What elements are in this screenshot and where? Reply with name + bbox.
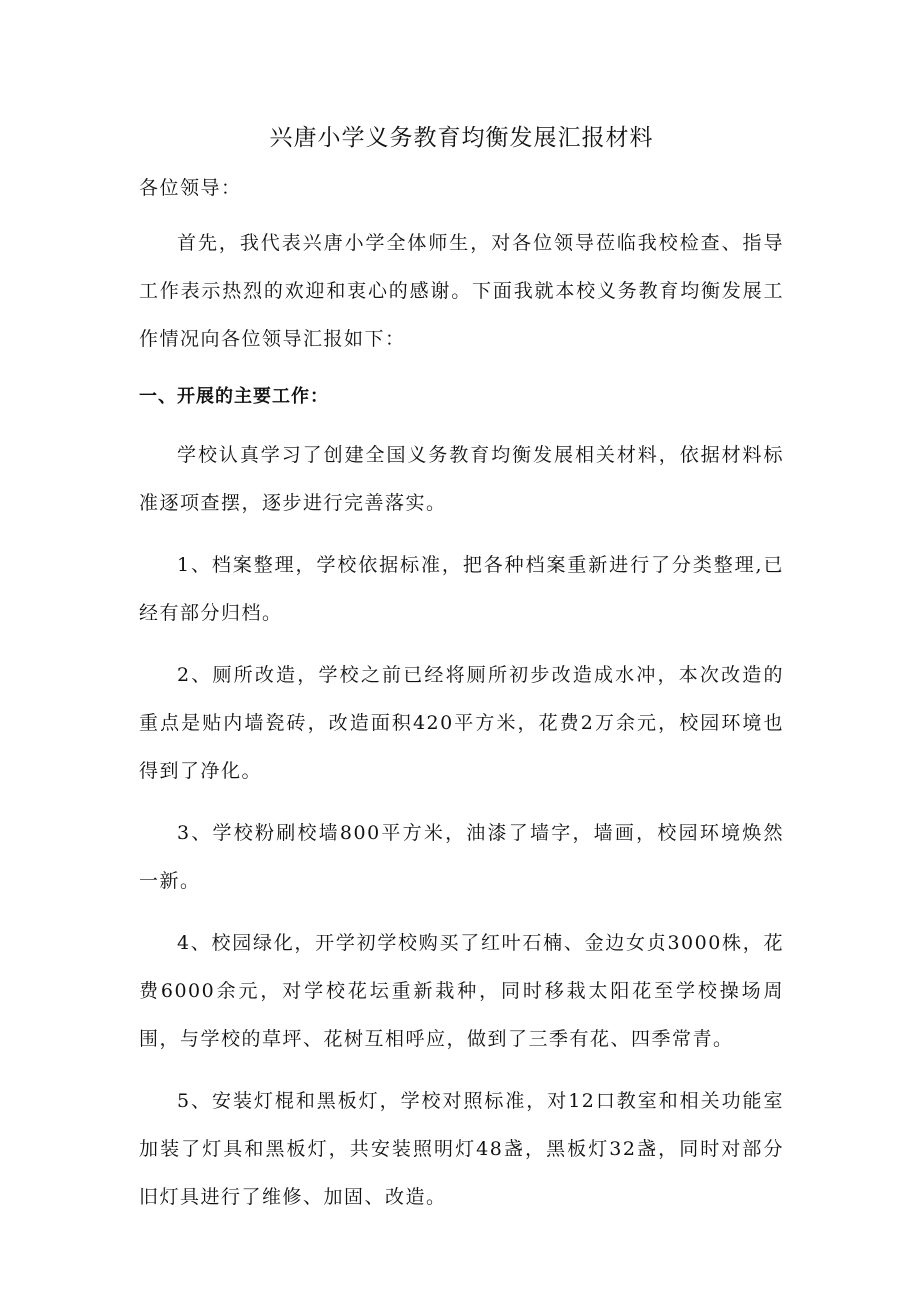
salutation: 各位领导： [139, 177, 242, 199]
item-paragraph-2: 2、厕所改造，学校之前已经将厕所初步改造成水冲，本次改造的重点是贴内墙瓷砖，改造面积420平方米，花费2万余元，校园环境也得到了净化。 [139, 664, 784, 782]
item-paragraph-4: 4、校园绿化，开学初学校购买了红叶石楠、金边女贞3000株，花费6000余元，对学校花坛重新栽种，同时移栽太阳花至学校操场周围，与学校的草坪、花树互相呼应，做到了三季有花、四季常青。 [139, 932, 784, 1050]
section-intro-paragraph: 学校认真学习了创建全国义务教育均衡发展相关材料，依据材料标准逐项查摆，逐步进行完善落实。 [139, 444, 784, 514]
document-title: 兴唐小学义务教育均衡发展汇报材料 [269, 125, 654, 151]
item-paragraph-1: 1、档案整理，学校依据标准，把各种档案重新进行了分类整理,已经有部分归档。 [139, 554, 784, 624]
section-heading: 一、开展的主要工作： [139, 386, 329, 407]
item-paragraph-3: 3、学校粉刷校墙800平方米，油漆了墙字，墙画，校园环境焕然一新。 [139, 822, 784, 892]
item-paragraph-5: 5、安装灯棍和黑板灯，学校对照标准，对12口教室和相关功能室加装了灯具和黑板灯，共安装照明灯48盏，黑板灯32盏，同时对部分旧灯具进行了维修、加固、改造。 [139, 1090, 784, 1208]
document-body [139, 118, 784, 1235]
intro-paragraph: 首先，我代表兴唐小学全体师生，对各位领导莅临我校检查、指导工作表示热烈的欢迎和衷心的感谢。下面我就本校义务教育均衡发展工作情况向各位领导汇报如下： [139, 232, 784, 350]
